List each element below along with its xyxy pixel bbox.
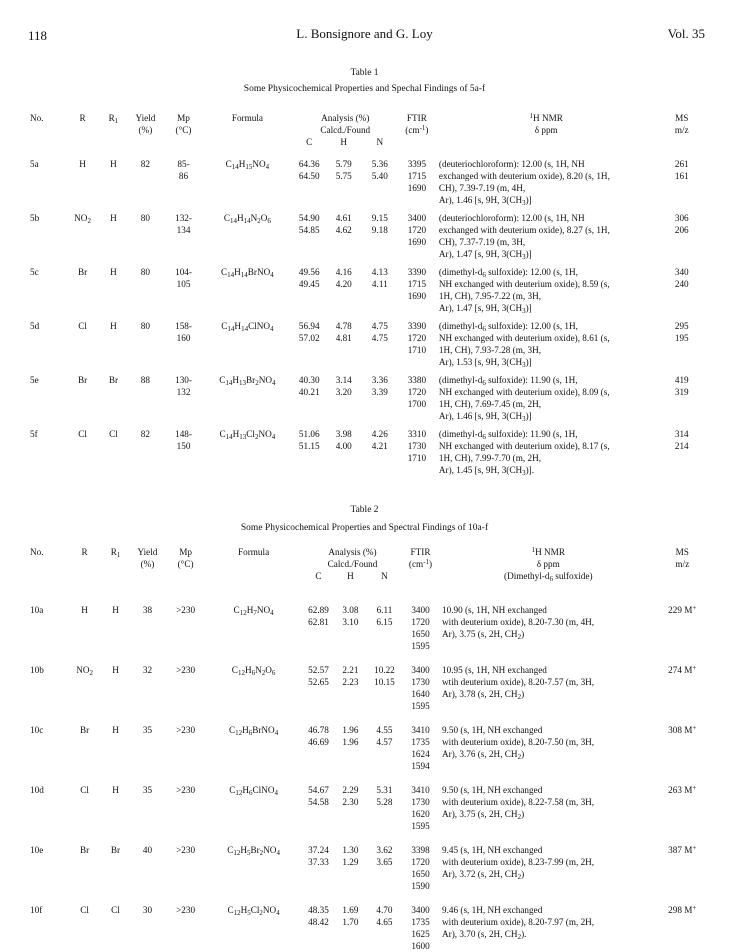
t2-cell-r: Cl (80, 785, 89, 795)
t2-cell-mp: >230 (176, 845, 196, 855)
t1-cell-nmr: ($dimethyl-d_6$ sulfoxide): 12.00 (s, 1H, NH exchanged with deuterium oxide), 8.59 (s, 1H, CH), 7.95-7.22 (m, 3H, Ar), 1.47 [s, 9H, $3(CH_3)$] (438, 267, 610, 315)
t2-cell-compound-no: 10a (30, 605, 44, 615)
t1-cell-nmr: (deuteriochloroform): 12.00 (s, 1H, NH exchanged with deuterium oxide), 8.27 (s, 1H, CH), 7.37-7.19 (m, 3H, Ar), 1.47 [s, 9H, $3(CH_3)$] (438, 213, 610, 261)
t2-cell-formula: $C_{12}H_6N_2O_6$ (231, 665, 276, 677)
t1-header-ms: MS m/z (674, 113, 689, 135)
t2-cell-mp: >230 (176, 605, 196, 615)
t1-row-5d (30, 320, 706, 368)
t2-cell-nmr: 9.50 (s, 1H, NH exchanged with deuterium oxide), 8.22-7.58 (m, 3H, Ar), 3.75 (s, 2H, $CH_2$) (442, 785, 595, 821)
t2-cell-n: 5.31 5.28 (376, 785, 393, 807)
table2-label: Table 2 (350, 505, 379, 515)
table1-title: Some Physicochemical Properties and Spechal Findings of 5a-f (243, 84, 486, 94)
t1-cell-r: Cl (78, 321, 87, 331)
t2-cell-r1: H (112, 665, 119, 675)
t2-cell-h: 1.69 1.70 (342, 905, 359, 927)
t1-cell-r1: Br (108, 375, 119, 385)
t2-cell-n: 3.62 3.65 (376, 845, 393, 867)
t2-cell-yield: 35 (142, 785, 153, 795)
t1-cell-ftir: 3390 1715 1690 (407, 267, 427, 301)
t2-cell-nmr: 10.95 (s, 1H, NH exchanged wtih deuterium oxide), 8.20-7.57 (m, 3H, Ar), 3.78 (s, 2H, $CH_2$) (442, 665, 595, 701)
t1-header-analysis: Analysis (%) Calcd./Found (320, 113, 371, 135)
t1-cell-ms: 419 319 (674, 375, 689, 397)
t2-row-10a (30, 604, 706, 652)
t1-header-mp: Mp (°C) (175, 113, 192, 135)
t2-header-n: N (381, 571, 388, 581)
t1-cell-ms: 295 195 (674, 321, 689, 343)
t2-header-no: No. (30, 547, 44, 557)
t1-cell-h: 3.14 3.20 (335, 375, 352, 397)
t2-cell-formula: $C_{12}H_5Cl_2NO_4$ (227, 905, 280, 917)
t2-cell-ms: 298 M+ (668, 904, 697, 915)
t2-cell-mp: >230 (176, 725, 196, 735)
t2-cell-ftir: 3400 1735 1625 1600 (411, 905, 430, 951)
t1-cell-nmr: ($dimethyl-d_6$ sulfoxide): 12.00 (s, 1H, NH exchanged with deuterium oxide), 8.61 (s, 1H, CH), 7.93-7.28 (m, 3H, Ar), 1.53 [s, 9H, $3(CH_3)$] (438, 321, 610, 369)
t1-cell-n: 4.75 4.75 (371, 321, 388, 343)
t1-header-yield: Yield (%) (135, 113, 156, 135)
t2-row-10e (30, 844, 706, 892)
t2-cell-ms: 274 M+ (668, 664, 697, 675)
t2-cell-ftir: 3400 1720 1650 1595 (411, 605, 430, 651)
t2-cell-formula: $C_{12}H_6BrNO_4$ (228, 725, 279, 737)
t2-cell-r1: H (112, 785, 119, 795)
t1-row-5e (30, 374, 706, 422)
t2-row-spacer (30, 892, 706, 904)
t1-cell-c: 64.36 64.50 (298, 159, 320, 181)
t1-cell-mp: 104- 105 (175, 267, 192, 289)
t2-cell-n: 6.11 6.15 (376, 605, 393, 627)
t1-cell-formula: $C_{14}H_{13}Br_2NO_4$ (219, 375, 276, 387)
t1-cell-h: 4.16 4.20 (335, 267, 352, 289)
t1-cell-c: 40.30 40.21 (298, 375, 320, 397)
t2-row-spacer (30, 772, 706, 784)
t2-cell-nmr: 10.90 (s, 1H, NH exchanged with deuterium oxide), 8.20-7.30 (m, 4H, Ar), 3.75 (s, 2H, $CH_2$) (442, 605, 595, 641)
t2-cell-compound-no: 10b (30, 665, 44, 675)
t2-cell-ftir: 3410 1735 1624 1594 (411, 725, 430, 771)
t2-cell-yield: 35 (142, 725, 153, 735)
t2-header-c: C (315, 571, 322, 581)
t2-cell-formula: $C_{12}H_5Br_2NO_4$ (227, 845, 280, 857)
t1-header-n: N (376, 137, 384, 147)
t2-row-10f (30, 904, 706, 952)
t1-row-5a (30, 158, 706, 206)
t2-cell-c: 37.24 37.33 (308, 845, 329, 867)
t1-header-r: R (79, 113, 86, 123)
table2 (30, 546, 706, 952)
t2-cell-mp: >230 (176, 785, 196, 795)
t2-cell-r1: H (112, 605, 119, 615)
t1-cell-ms: 306 206 (674, 213, 689, 235)
t2-cell-compound-no: 10d (30, 785, 44, 795)
t2-cell-formula: $C_{12}H_7NO_4$ (233, 605, 274, 617)
t1-cell-formula: $C_{14}H_{13}Cl_2NO_4$ (219, 429, 276, 441)
t2-cell-h: 1.30 1.29 (342, 845, 359, 867)
t2-row-10d (30, 784, 706, 832)
t2-cell-yield: 32 (142, 665, 153, 675)
t1-cell-ms: 340 240 (674, 267, 689, 289)
t1-cell-nmr: ($dimethyl-d_6$ sulfoxide): 11.90 (s, 1H, NH exchanged with deuterium oxide), 8.09 (s, 1H, CH), 7.69-7.45 (m, 2H, Ar), 1.46 [s, 9H, $3(CH_3)$] (438, 375, 610, 423)
table2-body (30, 604, 706, 952)
t1-cell-h: 4.78 4.81 (335, 321, 352, 343)
t2-cell-r1: H (112, 725, 119, 735)
t1-cell-ftir: 3395 1715 1690 (407, 159, 427, 193)
t1-cell-r1: H (110, 321, 117, 331)
t2-header-r: R (81, 547, 88, 557)
t1-cell-n: 9.15 9.18 (371, 213, 388, 235)
t2-header-ftir: FTIR $(cm^{-1})$ (408, 547, 433, 569)
t2-cell-ms: 387 M+ (668, 844, 697, 855)
t1-cell-r1: H (110, 159, 117, 169)
t1-cell-yield: 82 (140, 429, 150, 439)
t2-row-10b (30, 664, 706, 712)
t1-cell-r: Cl (78, 429, 87, 439)
t2-header-yield: Yield (%) (137, 547, 158, 569)
t2-cell-n: 4.55 4.57 (376, 725, 393, 747)
t1-header-no: No. (30, 113, 44, 123)
t2-cell-c: 46.78 46.69 (308, 725, 329, 747)
t2-cell-ms: 263 M+ (668, 784, 697, 795)
t2-cell-c: 62.89 62.81 (308, 605, 329, 627)
t2-cell-yield: 38 (142, 605, 153, 615)
t1-cell-mp: 130- 132 (175, 375, 192, 397)
t1-header-r1: $R_1$ (108, 113, 119, 125)
t1-cell-ftir: 3400 1720 1690 (407, 213, 427, 247)
t2-cell-nmr: 9.46 (s, 1H, NH exchanged with deuterium oxide), 8.20-7.97 (m, 2H, Ar), 3.70 (s, 2H, $CH_2$). (442, 905, 595, 941)
t1-cell-compound-no: 5d (30, 321, 40, 331)
t1-header-ftir: FTIR $(cm^{-1})$ (405, 113, 429, 135)
t1-cell-c: 49.56 49.45 (298, 267, 320, 289)
t2-row-spacer (30, 712, 706, 724)
t1-cell-n: 3.36 3.39 (371, 375, 388, 397)
t2-cell-n: 4.70 4.65 (376, 905, 393, 927)
t1-cell-compound-no: 5a (30, 159, 39, 169)
table1-label: Table 1 (350, 68, 379, 78)
t1-cell-n: 4.26 4.21 (371, 429, 388, 451)
t2-cell-yield: 30 (142, 905, 153, 915)
t2-cell-ms: 229 M+ (668, 604, 697, 615)
t1-cell-r1: H (110, 213, 117, 223)
t1-cell-h: 4.61 4.62 (335, 213, 352, 235)
t1-cell-nmr: (deuteriochloroform): 12.00 (s, 1H, NH exchanged with deuterium oxide), 8.20 (s, 1H, CH), 7.39-7.19 (m, 4H, Ar), 1.46 [s, 9H, $3(CH_3)$] (438, 159, 610, 207)
t1-cell-mp: 158- 160 (175, 321, 192, 343)
table1-body (30, 158, 706, 476)
t1-cell-ftir: 3380 1720 1700 (407, 375, 427, 409)
t1-cell-r1: H (110, 267, 117, 277)
t2-cell-c: 52.57 52.65 (308, 665, 329, 687)
t1-cell-nmr: ($dimethyl-d_6$ sulfoxide): 11.90 (s, 1H, NH exchanged with deuterium oxide), 8.17 (s, 1H, CH), 7.99-7.70 (m, 2H, Ar), 1.45 [s, 9H, $3(CH_3)$]. (438, 429, 610, 477)
t1-cell-n: 5.36 5.40 (371, 159, 388, 181)
t2-cell-r: Br (80, 845, 90, 855)
t1-cell-yield: 88 (140, 375, 150, 385)
t1-cell-ms: 261 161 (674, 159, 689, 181)
t1-cell-yield: 80 (140, 213, 150, 223)
t2-header-formula: Formula (238, 547, 270, 557)
t2-cell-r: $NO_2$ (76, 665, 93, 677)
page-number: 118 (28, 28, 48, 43)
t2-cell-c: 54.67 54.58 (308, 785, 329, 807)
t1-cell-mp: 148- 150 (175, 429, 192, 451)
t2-cell-mp: >230 (176, 905, 196, 915)
t2-cell-h: 2.29 2.30 (342, 785, 359, 807)
t2-header-nmr: $^1$H NMR δ ppm ($Dimethyl-d_6$ sulfoxide) (504, 546, 593, 583)
t1-cell-h: 3.98 4.00 (335, 429, 352, 451)
t2-row-spacer (30, 652, 706, 664)
t2-cell-h: 1.96 1.96 (342, 725, 359, 747)
t1-cell-mp: 132- 134 (175, 213, 192, 235)
t2-cell-formula: $C_{12}H_6ClNO_4$ (229, 785, 278, 797)
t1-cell-mp: 85- 86 (177, 159, 190, 181)
t2-cell-compound-no: 10e (30, 845, 44, 855)
t1-cell-formula: $C_{14}H_{15}NO_4$ (225, 159, 270, 171)
t1-cell-compound-no: 5e (30, 375, 39, 385)
t2-header-ms: MS m/z (675, 547, 690, 569)
t1-cell-r: H (79, 159, 86, 169)
running-header-authors: L. Bonsignore and G. Loy (296, 26, 433, 41)
t1-header-nmr: $^1$H NMR δ ppm (529, 112, 563, 135)
t2-cell-n: 10.22 10.15 (374, 665, 395, 687)
t2-cell-nmr: 9.50 (s, 1H, NH exchanged with deuterium oxide), 8.20-7.50 (m, 3H, Ar), 3.76 (s, 2H, $CH_2$) (442, 725, 595, 761)
t2-cell-r: Br (80, 725, 90, 735)
t2-cell-r: Cl (80, 905, 89, 915)
t2-cell-r1: Br (110, 845, 121, 855)
t1-cell-formula: $C_{14}H_{14}ClNO_4$ (221, 321, 274, 333)
t1-cell-formula: $C_{14}H_{14}N_2O_6$ (223, 213, 271, 225)
table2-title: Some Physicochemical Properties and Spectral Findings of 10a-f (240, 523, 489, 533)
t1-cell-c: 56.94 57.02 (298, 321, 320, 343)
t1-cell-yield: 82 (140, 159, 150, 169)
t2-cell-ms: 308 M+ (668, 724, 697, 735)
t1-header-formula: Formula (231, 113, 263, 123)
volume-label: Vol. 35 (667, 26, 705, 41)
t2-cell-h: 3.08 3.10 (342, 605, 359, 627)
t1-cell-ms: 314 214 (674, 429, 689, 451)
t2-header-analysis: Analysis (%) Calcd./Found (327, 547, 378, 569)
t1-cell-c: 54.90 54.85 (298, 213, 320, 235)
t2-cell-mp: >230 (176, 665, 196, 675)
t1-cell-yield: 80 (140, 267, 150, 277)
t2-cell-ftir: 3398 1720 1650 1590 (411, 845, 430, 891)
t1-cell-c: 51.06 51.15 (298, 429, 320, 451)
t1-header-h: H (340, 137, 348, 147)
t2-cell-r1: Cl (111, 905, 120, 915)
t2-cell-nmr: 9.45 (s, 1H, NH exchanged with deuterium oxide), 8.23-7.99 (m, 2H, Ar), 3.72 (s, 2H, $CH_2$) (442, 845, 595, 881)
t1-cell-compound-no: 5b (30, 213, 40, 223)
t1-cell-r: $NO_2$ (74, 213, 91, 225)
t1-cell-ftir: 3390 1720 1710 (407, 321, 427, 355)
t2-cell-compound-no: 10f (30, 905, 43, 915)
t2-cell-yield: 40 (142, 845, 153, 855)
t1-cell-h: 5.79 5.75 (335, 159, 352, 181)
t1-row-5c (30, 266, 706, 314)
t1-cell-compound-no: 5f (30, 429, 38, 439)
t1-cell-ftir: 3310 1730 1710 (407, 429, 427, 463)
t2-cell-h: 2.21 2.23 (342, 665, 359, 687)
t2-cell-compound-no: 10c (30, 725, 44, 735)
table1 (30, 112, 706, 476)
t1-row-5b (30, 212, 706, 260)
t1-row-5f (30, 428, 706, 476)
t1-cell-compound-no: 5c (30, 267, 39, 277)
t2-cell-c: 48.35 48.42 (308, 905, 329, 927)
t2-header-mp: Mp (°C) (177, 547, 194, 569)
t1-cell-r: Br (77, 375, 88, 385)
t2-header-nmr-solvent: ($Dimethyl-d_6$ sulfoxide) (504, 571, 593, 583)
t2-cell-r: H (81, 605, 88, 615)
t1-cell-n: 4.13 4.11 (371, 267, 388, 289)
t2-row-spacer (30, 832, 706, 844)
t2-row-10c (30, 724, 706, 772)
t1-cell-formula: $C_{14}H_{14}BrNO_4$ (221, 267, 274, 279)
t1-cell-r: Br (77, 267, 88, 277)
t1-cell-yield: 80 (140, 321, 150, 331)
t1-cell-r1: Cl (109, 429, 118, 439)
t2-header-h: H (347, 571, 354, 581)
t1-header-c: C (306, 137, 313, 147)
t2-cell-ftir: 3410 1730 1620 1595 (411, 785, 430, 831)
t2-header-r1: $R_1$ (110, 547, 121, 559)
t2-cell-ftir: 3400 1730 1640 1595 (411, 665, 430, 711)
